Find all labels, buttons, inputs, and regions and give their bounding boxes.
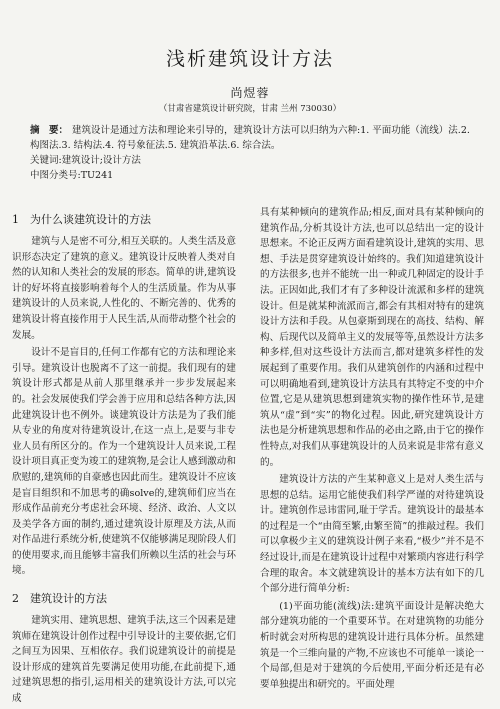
section-1-number: 1	[12, 213, 19, 226]
author-affiliation: （甘肃省建筑设计研究院，甘肃 兰州 730030）	[158, 104, 342, 114]
left-column	[12, 212, 236, 709]
section-1-title: 为什么谈建筑设计的方法	[30, 213, 151, 226]
right-column	[260, 205, 484, 694]
right-paragraph-3: (1)平面功能(流线)法:建筑平面设计是解决绝大部分建筑功能的一个重要环节。在对建筑物的功能分析时就会对所构思的建筑设计进行具体分析。虽然建筑是一个三维向量的产物,不应该也不可能单一谈论一个局部,但是对于建筑的今后使用,平面分析还是有必要单独提出和研究的。平面处理	[260, 600, 484, 690]
paper-title: 浅析建筑设计方法	[165, 48, 334, 70]
right-paragraph-1: 具有某种倾向的建筑作品;相反,面对具有某种倾向的建筑作品,分析其设计方法,也可以总结出一定的设计思想来。不论正反两方面看建筑设计,建筑的实用、思想、手法是贯穿建筑设计始终的。我们知道建筑设计的方法很多,也并不能统一出一种或几种固定的设计手法。正因如此,我们才有了多种设计流派和多样的建筑设计。但是就某种流派而言,都会有其相对特有的建筑设计方法和手段。从包豪斯到现在的高技、结构、解构、后现代以及简单主义的发展等等,虽然设计方法多种多样,但对这些设计方法而言,都对建筑多样性的发展起到了重要作用。我们从建筑创作的内涵和过程中可以明确地看到,建筑设计方法具有其特定不变的中介位置,它是从建筑思想到建筑实物的操作性环节,是建筑从“虚”到“实”的物化过程。因此,研究建筑设计方法也是分析建筑思想和作品的必由之路,由于它的操作性特点,对我们从事建筑设计的人员来说是非常有意义的。	[260, 207, 484, 468]
clc-line: 中图分类号:TU241	[30, 170, 114, 181]
section-2-number: 2	[12, 592, 19, 606]
section-2-title: 建筑设计的方法	[30, 592, 107, 606]
section-1-paragraph-1: 建筑与人是密不可分,相互关联的。人类生活及意识形态决定了建筑的意义。建筑设计反映着人类对自然的认知和人类社会的发展的形态。简单的讲,建筑设计的好坏将直接影响着每个人的生活质量。作为从事建筑设计的人员来说,人性化的、不断完善的、优秀的建筑设计将直接作用于人民生活,从而带动整个社会的发展。	[12, 236, 236, 341]
section-1-heading	[12, 212, 236, 228]
keywords-line: 关键词:建筑设计;设计方法	[30, 155, 141, 166]
abstract-block	[30, 123, 476, 183]
section-2-paragraph-1: 建筑实用、建筑思想、建筑手法,这三个因素是建筑师在建筑设计创作过程中引导设计的主要依据,它们之间互为因果、互相依存。我们说建筑设计的前提是设计形成的建筑首先要满足使用功能,在此前提下,通过建筑思想的指引,运用相关的建筑设计方法,可以完成	[12, 615, 236, 705]
abstract-text: 建筑设计是通过方法和理论来引导的，建筑设计方法可以归纳为六种:1. 平面功能（流线）法.2. 构图法.3. 结构法.4. 符号象征法.5. 建筑沿革法.6. 综合法。	[30, 125, 470, 151]
abstract-paragraph	[30, 123, 476, 153]
abstract-label: 摘 要：	[30, 125, 69, 136]
section-1-paragraph-2: 设计不是盲目的,任何工作都有它的方法和理论来引导。建筑设计也脱离不了这一前提。我们现有的建筑设计形式都是从前人那里继承并一步步发展起来的。社会发展使我们学会善于应用和总结各种方法,因此建筑设计也不例外。谈建筑设计方法是为了我们能从专业的角度对待建筑设计,在这一点上,是要与非专业人员有所区分的。作为一个建筑设计人员来说,工程设计项目真正变为竣工的建筑物,是会让人感到激动和欣慰的,建筑师的自豪感也因此而生。建筑设计不应该是盲目组织和不加思考的确solve的,建筑师们应当在形成作品前充分考虑社会环境、经济、政治、人文以及美学各方面的制约,通过建筑设计原理及方法,从而对作品进行系统分析,使建筑不仅能够满足现阶段人们的使用要求,而且能够丰富我们所赖以生活的社会与环境。	[12, 347, 236, 577]
right-paragraph-2: 建筑设计方法的产生某种意义上是对人类生活与思想的总结。运用它能使我们科学严谨的对待建筑设计。建筑创作忌讳雷同,耻于学舌。建筑设计的最基本的过程是一个“由简至繁,由繁至简”的推敲过程。我们可以拿极少主义的建筑设计例子来看,“极少”并不是不经过设计,而是在建筑设计过程中对繁琐内容进行科学合理的取舍。本文就建筑设计的基本方法有如下的几个部分进行简单分析:	[260, 474, 484, 595]
author-name: 尚煜蓉	[230, 86, 270, 100]
section-2-heading	[12, 591, 236, 607]
